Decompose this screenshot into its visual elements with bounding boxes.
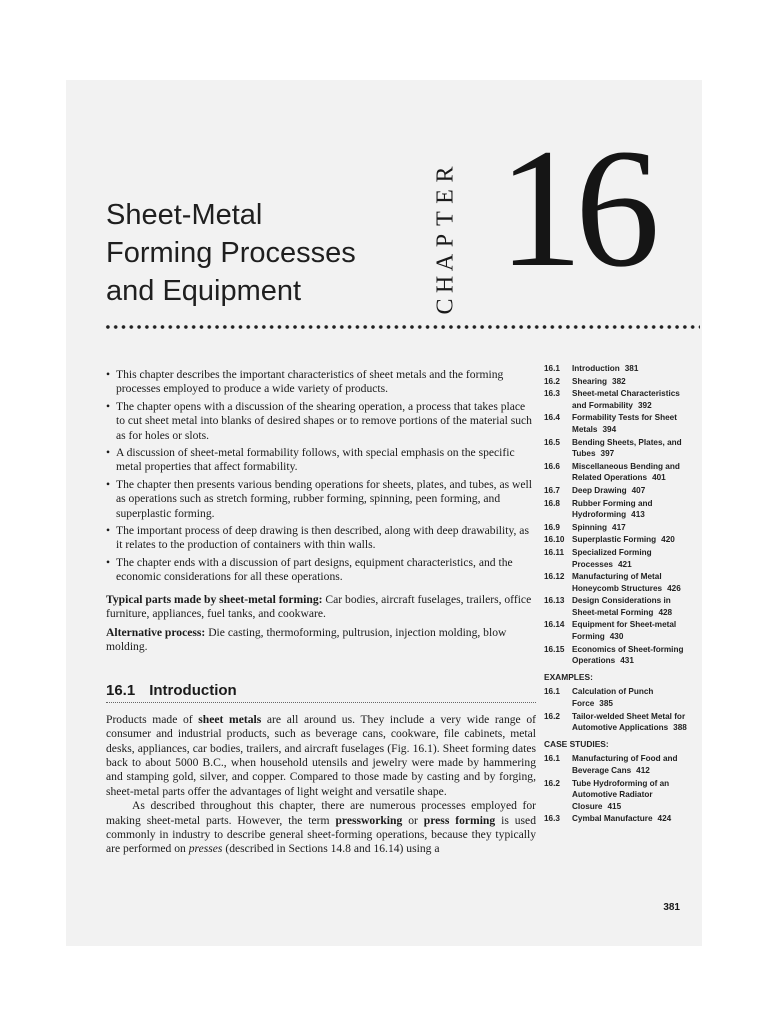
toc-item <box>544 644 694 667</box>
toc-number: 16.9 <box>544 522 560 532</box>
toc-item <box>544 388 694 411</box>
italic-term: presses <box>188 842 223 856</box>
section-heading <box>106 684 536 702</box>
toc-number: 16.6 <box>544 461 560 471</box>
toc-page: 430 <box>609 632 624 642</box>
toc-example <box>544 711 694 734</box>
typical-parts-text: Car bodies, aircraft fuselages, trailers, office furniture, appliances, fuel tanks, and cookware. <box>106 592 532 621</box>
toc-page: 397 <box>600 449 615 459</box>
bullet-item: • This chapter describes the important characteristics of sheet metals and the forming processes employed to produce a wide variety of products. <box>106 368 536 397</box>
toc-number: 16.5 <box>544 437 560 447</box>
toc-case-study <box>544 813 694 825</box>
toc-page: 415 <box>607 801 622 811</box>
chapter-label <box>426 152 466 315</box>
toc-page: 382 <box>612 376 626 386</box>
toc-item <box>544 437 694 460</box>
toc-title: Specialized Forming Processes <box>572 547 652 569</box>
toc-number: 16.8 <box>544 498 560 508</box>
toc-number: 16.10 <box>544 535 565 545</box>
text-run: As described throughout this chapter, there are numerous processes employed for making sheet-metal parts. However, the term <box>106 799 536 827</box>
toc-page: 413 <box>631 510 645 520</box>
toc-number: 16.3 <box>544 814 560 824</box>
toc-title: Cymbal Manufacture <box>572 814 653 824</box>
body-paragraph <box>106 713 536 799</box>
toc-title: Design Considerations in Sheet-metal Forming <box>572 596 671 617</box>
toc-number: 16.4 <box>544 413 560 423</box>
alternative-process <box>106 626 536 655</box>
toc-number: 16.2 <box>544 778 560 788</box>
chapter-letter: E <box>432 187 459 204</box>
toc-number: 16.3 <box>544 389 560 399</box>
bold-term: pressworking <box>335 813 403 827</box>
bullet-item: • A discussion of sheet-metal formability follows, with special emphasis on the specific metal properties that affect formability. <box>106 446 536 475</box>
toc-item <box>544 522 694 534</box>
chapter-letter: C <box>432 296 459 315</box>
bold-term: press forming <box>423 813 496 827</box>
toc-example <box>544 686 694 709</box>
toc-page: 424 <box>657 814 672 824</box>
typical-parts-label: Typical parts made by sheet-metal forming: <box>106 592 323 606</box>
toc-sections <box>544 363 694 667</box>
toc-page: 401 <box>652 473 666 483</box>
alternative-process-label: Alternative process: <box>106 625 206 639</box>
toc-number: 16.13 <box>544 596 565 606</box>
text-run: is used commonly in industry to describe general sheet-forming operations, because they typically are performed on <box>106 813 537 856</box>
toc-number: 16.14 <box>544 620 565 630</box>
toc-title: Sheet-metal Characteristics and Formability <box>572 389 680 410</box>
toc-page: 392 <box>637 400 652 410</box>
toc-number: 16.2 <box>544 711 560 721</box>
toc-number: 16.7 <box>544 485 560 495</box>
text-run: Products made of <box>106 712 199 726</box>
toc-page: 420 <box>661 535 675 545</box>
toc-page: 388 <box>673 723 687 733</box>
toc-title: Deep Drawing <box>572 485 627 495</box>
title-line: Forming Processes <box>106 237 356 269</box>
title-line: and Equipment <box>106 275 302 307</box>
toc-item <box>544 498 694 521</box>
chapter-letter: P <box>432 231 459 248</box>
bullet-item: • The important process of deep drawing is then described, along with deep drawability, as it relates to the production of containers with thin walls. <box>106 524 536 553</box>
toc-page: 431 <box>620 656 634 666</box>
intro-bullets <box>106 368 536 585</box>
toc-page: 394 <box>602 424 617 434</box>
toc-page: 421 <box>617 559 632 569</box>
dotted-divider <box>104 324 700 330</box>
text-run: are all around us. They include a very wide range of consumer and industrial products, such as beverage cans, cookware, file cabinets, metal desks, appliances, car bodies, trailers, and aircraft fuselages (Fig. 16.1). Sheet forming dates back to about 5000 B.C., when household utensils and jewelry were made by hammering and stamping gold, silver, and copper. Compared to those made by casting and by forging, sheet-metal parts offer the advantages of light weight and versatile shape. <box>106 712 536 798</box>
toc-title: Manufacturing of Food and Beverage Cans <box>572 754 678 775</box>
toc-title: Bending Sheets, Plates, and Tubes <box>572 437 682 459</box>
toc-title: Introduction <box>572 364 620 373</box>
toc-title: Calculation of Punch Force <box>572 687 654 709</box>
toc-item <box>544 461 694 484</box>
toc-number: 16.1 <box>544 364 560 373</box>
page-number: 381 <box>663 902 680 913</box>
toc-page: 407 <box>631 485 646 495</box>
chapter-letter: H <box>432 273 459 294</box>
toc-item <box>544 619 694 642</box>
toc-title: Superplastic Forming <box>572 535 657 545</box>
toc-item <box>544 595 694 618</box>
typical-parts <box>106 593 536 622</box>
alternative-process-text: Die casting, thermoforming, pultrusion, injection molding, blow molding. <box>106 625 507 653</box>
toc-item <box>544 547 694 570</box>
toc-title: Miscellaneous Bending and Related Operations <box>572 461 680 483</box>
case-studies-heading: CASE STUDIES: <box>544 738 609 749</box>
toc-title: Shearing <box>572 376 608 386</box>
chapter-contents <box>544 363 694 826</box>
book-page <box>66 80 702 946</box>
toc-case-study <box>544 753 694 776</box>
body-paragraph <box>106 799 536 857</box>
toc-item <box>544 571 694 594</box>
bullet-item: • The chapter then presents various bending operations for sheets, plates, and tubes, as well as operations such as stretch forming, rubber forming, spinning, peen forming, and superplastic forming. <box>106 478 536 521</box>
toc-title: Spinning <box>572 522 608 532</box>
section-title: Introduction <box>149 682 237 700</box>
toc-number: 16.2 <box>544 376 560 386</box>
toc-number: 16.1 <box>544 754 560 764</box>
chapter-number: 16 <box>498 114 652 302</box>
toc-page: 412 <box>636 766 650 775</box>
bullet-item: • The chapter ends with a discussion of part designs, equipment characteristics, and the economic considerations for all these operations. <box>106 556 536 585</box>
toc-item <box>544 363 694 375</box>
toc-title: Tube Hydroforming of an Automotive Radiator Closure <box>572 778 670 811</box>
chapter-letter: R <box>432 164 459 183</box>
toc-item <box>544 412 694 435</box>
toc-title: Equipment for Sheet-metal Forming <box>572 620 677 642</box>
title-line: Sheet-Metal <box>106 199 263 231</box>
toc-title: Formability Tests for Sheet Metals <box>572 413 677 434</box>
bold-term: sheet metals <box>198 712 262 726</box>
chapter-title <box>106 196 356 310</box>
toc-page: 385 <box>599 699 613 709</box>
toc-title: Rubber Forming and Hydroforming <box>572 498 653 520</box>
toc-page: 426 <box>667 583 681 593</box>
toc-case-study <box>544 778 694 813</box>
toc-item <box>544 376 694 388</box>
toc-number: 16.1 <box>544 687 560 697</box>
section-number: 16.1 <box>106 682 136 700</box>
main-column <box>106 368 536 857</box>
toc-item <box>544 485 694 497</box>
text-run: or <box>402 813 424 827</box>
toc-number: 16.15 <box>544 644 565 654</box>
toc-page: 428 <box>658 607 673 617</box>
bullet-item: • The chapter opens with a discussion of the shearing operation, a process that takes place to cut sheet metal into blanks of desired shapes or to remove portions of the material such as for holes or slots. <box>106 400 536 443</box>
toc-number: 16.12 <box>544 572 565 582</box>
chapter-letter: A <box>432 251 459 272</box>
toc-title: Manufacturing of Metal Honeycomb Structures <box>572 572 663 593</box>
text-run: (described in Sections 14.8 and 16.14) using a <box>222 842 440 856</box>
toc-item <box>544 534 694 546</box>
toc-number: 16.11 <box>544 547 565 557</box>
examples-heading: EXAMPLES: <box>544 671 593 682</box>
toc-page: 417 <box>612 522 626 532</box>
toc-title: Economics of Sheet-forming Operations <box>572 644 684 666</box>
toc-page: 381 <box>624 364 639 373</box>
chapter-letter: T <box>432 209 459 226</box>
toc-title: Tailor-welded Sheet Metal for Automotive Applications <box>572 711 686 733</box>
